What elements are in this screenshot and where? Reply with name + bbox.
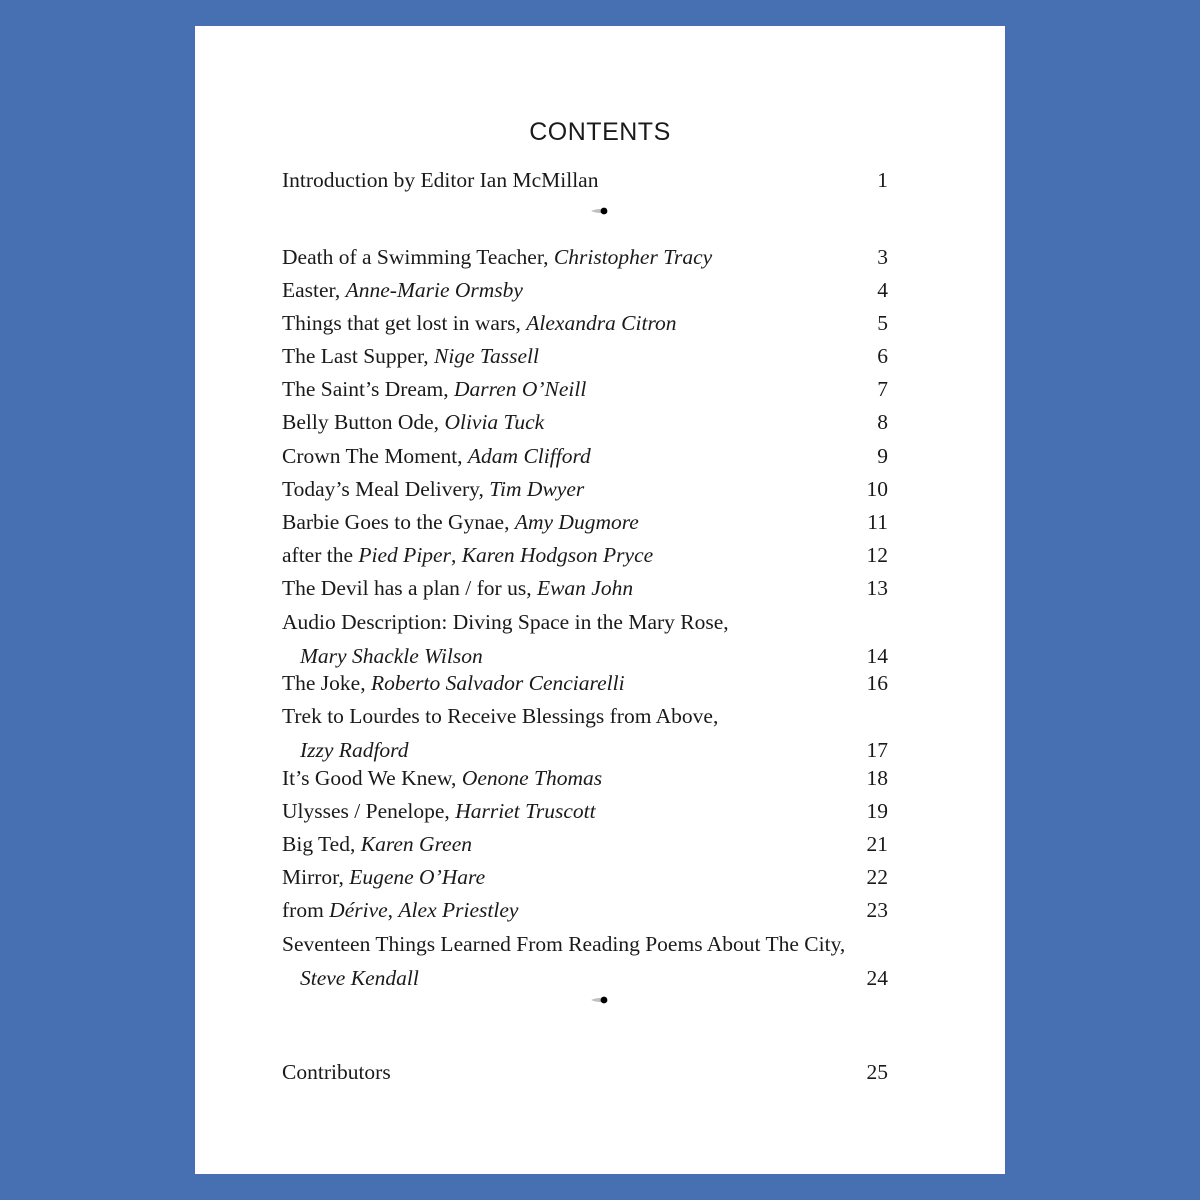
toc-entry: [282, 609, 888, 669]
toc-entry: [282, 443, 888, 469]
toc-entry: [282, 703, 888, 763]
toc-entry: [282, 244, 888, 270]
entry-author: Steve Kendall: [300, 966, 419, 990]
contents-page: [195, 26, 1005, 1174]
entry-page-number: 13: [866, 576, 888, 600]
entry-author: Alex Priestley: [398, 898, 519, 922]
entry-author: Oenone Thomas: [461, 766, 603, 790]
toc-entry-contributors: [282, 1059, 888, 1085]
entry-author: Karen Green: [360, 832, 472, 856]
entry-author: Tim Dwyer: [489, 477, 585, 501]
toc-entry-introduction: [282, 167, 888, 193]
entry-title: It’s Good We Knew,: [282, 766, 462, 790]
entry-title: Things that get lost in wars,: [282, 311, 527, 335]
toc-entry: [282, 310, 888, 336]
toc-entry: [282, 670, 888, 696]
entry-author: Harriet Truscott: [455, 799, 596, 823]
entry-title: Introduction by Editor Ian McMillan: [282, 168, 599, 192]
entry-title: Big Ted,: [282, 832, 361, 856]
entry-title: Death of a Swimming Teacher,: [282, 245, 554, 269]
entry-page-number: 14: [866, 644, 888, 668]
toc-entry: [282, 575, 888, 601]
entry-title: Audio Description: Diving Space in the Mary Rose,: [282, 610, 729, 634]
toc-entry: [282, 509, 888, 535]
entry-author: Karen Hodgson Pryce: [461, 543, 654, 567]
entry-page-number: 12: [866, 543, 888, 567]
entry-title: Contributors: [282, 1060, 391, 1084]
toc-entry: [282, 831, 888, 857]
entry-page-number: 10: [866, 477, 888, 501]
entry-page-number: 9: [877, 444, 888, 468]
ornament-divider-icon: [590, 206, 610, 216]
entry-title-italic: Pied Piper: [358, 543, 451, 567]
entry-title: The Joke,: [282, 671, 371, 695]
entry-page-number: 22: [866, 865, 888, 889]
entry-author: Izzy Radford: [300, 738, 409, 762]
entry-title: from: [282, 898, 330, 922]
entry-page-number: 1: [877, 168, 888, 192]
entry-author: Olivia Tuck: [444, 410, 545, 434]
entry-page-number: 24: [866, 966, 888, 990]
ornament-divider-icon: [590, 995, 610, 1005]
entry-page-number: 19: [866, 799, 888, 823]
entry-page-number: 11: [867, 510, 888, 534]
toc-entry: [282, 343, 888, 369]
entry-author: Amy Dugmore: [514, 510, 639, 534]
entry-title: Barbie Goes to the Gynae,: [282, 510, 515, 534]
toc-entry: [282, 931, 888, 991]
entry-author: Anne-Marie Ormsby: [345, 278, 523, 302]
toc-entry: [282, 476, 888, 502]
entry-author: Roberto Salvador Cenciarelli: [370, 671, 625, 695]
entry-page-number: 17: [866, 738, 888, 762]
entry-author: Darren O’Neill: [453, 377, 587, 401]
entry-title-separator: ,: [387, 898, 399, 922]
entry-title-italic: Dérive: [329, 898, 388, 922]
entry-title: The Saint’s Dream,: [282, 377, 454, 401]
entry-title: Trek to Lourdes to Receive Blessings from Above,: [282, 704, 719, 728]
entry-title: Ulysses / Penelope,: [282, 799, 456, 823]
entry-title: The Last Supper,: [282, 344, 434, 368]
entry-title: Belly Button Ode,: [282, 410, 445, 434]
entry-title: Easter,: [282, 278, 346, 302]
toc-entry: [282, 542, 888, 568]
toc-entry: [282, 765, 888, 791]
entry-title-separator: ,: [450, 543, 462, 567]
entry-page-number: 8: [877, 410, 888, 434]
entry-author: Adam Clifford: [467, 444, 591, 468]
entry-author: Christopher Tracy: [553, 245, 713, 269]
toc-entry: [282, 409, 888, 435]
entry-title: Crown The Moment,: [282, 444, 468, 468]
entry-title: Today’s Meal Delivery,: [282, 477, 490, 501]
entry-author: Alexandra Citron: [526, 311, 677, 335]
page-title: CONTENTS: [529, 118, 671, 146]
entry-page-number: 18: [866, 766, 888, 790]
toc-entry: [282, 864, 888, 890]
entry-author: Nige Tassell: [434, 344, 539, 368]
entry-page-number: 6: [877, 344, 888, 368]
entry-author: Mary Shackle Wilson: [300, 644, 483, 668]
toc-entry: [282, 277, 888, 303]
entry-author: Eugene O’Hare: [349, 865, 486, 889]
entry-page-number: 21: [866, 832, 888, 856]
entry-page-number: 3: [877, 245, 888, 269]
toc-entry: [282, 376, 888, 402]
entry-page-number: 16: [866, 671, 888, 695]
entry-title: The Devil has a plan / for us,: [282, 576, 537, 600]
toc-entry: [282, 798, 888, 824]
entry-page-number: 23: [866, 898, 888, 922]
entry-page-number: 5: [877, 311, 888, 335]
entry-page-number: 4: [877, 278, 888, 302]
entry-title: after the: [282, 543, 359, 567]
entry-page-number: 7: [877, 377, 888, 401]
toc-entry: [282, 897, 888, 923]
entry-author: Ewan John: [536, 576, 634, 600]
entry-title: Mirror,: [282, 865, 350, 889]
entry-page-number: 25: [866, 1060, 888, 1084]
entry-title: Seventeen Things Learned From Reading Poems About The City,: [282, 932, 846, 956]
